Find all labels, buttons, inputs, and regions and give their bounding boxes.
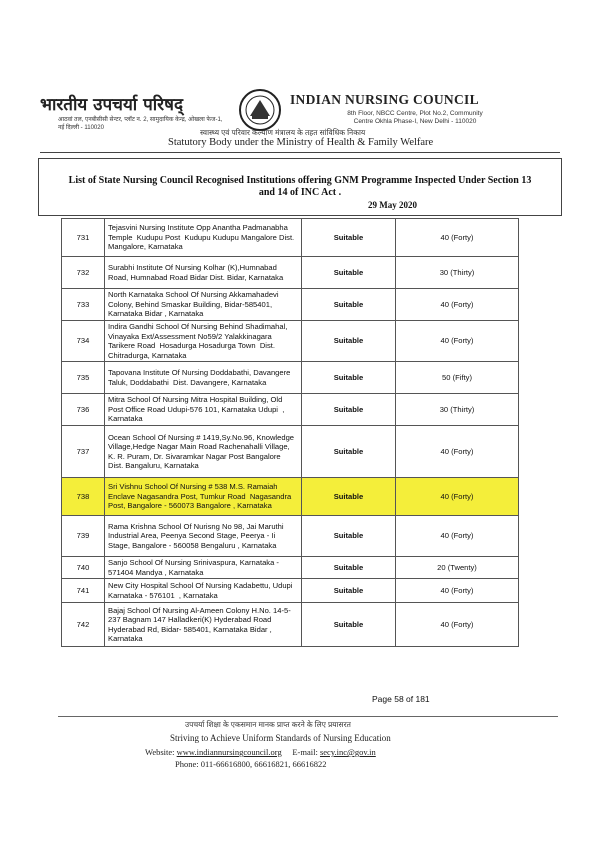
- cell-status: Suitable: [302, 257, 396, 289]
- cell-sno: 734: [62, 321, 105, 362]
- cell-status: Suitable: [302, 219, 396, 257]
- email-label: E-mail:: [292, 747, 318, 757]
- table-row: [62, 321, 519, 362]
- statutory-line: Statutory Body under the Ministry of Health & Family Welfare: [168, 137, 434, 148]
- cell-sno: 733: [62, 289, 105, 321]
- header-divider: [40, 152, 560, 153]
- page-number: Page 58 of 181: [372, 694, 430, 704]
- cell-name: Rama Krishna School Of Nurisng No 98, Jai Maruthi Industrial Area, Peenya Second Stage, Peerya - Ii Stage, Bangalore - 560058 Bengaluru , Karnataka: [105, 516, 302, 557]
- table-row: [62, 579, 519, 603]
- cell-sno: 737: [62, 426, 105, 478]
- cell-sno: 735: [62, 362, 105, 394]
- cell-seats: 40 (Forty): [396, 289, 519, 321]
- table-row: [62, 394, 519, 426]
- cell-name: Sanjo School Of Nursing Srinivaspura, Karnataka - 571404 Mandya , Karnataka: [105, 557, 302, 579]
- footer-motto: Striving to Achieve Uniform Standards of Nursing Education: [170, 733, 391, 743]
- cell-status: Suitable: [302, 394, 396, 426]
- cell-name: Tejasvini Nursing Institute Opp Anantha Padmanabha Temple Kudupu Post Kudupu Kudupu Mangalore Dist. Mangalore, Karnataka: [105, 219, 302, 257]
- cell-seats: 20 (Twenty): [396, 557, 519, 579]
- cell-seats: 30 (Thirty): [396, 394, 519, 426]
- cell-sno: 741: [62, 579, 105, 603]
- cell-status: Suitable: [302, 557, 396, 579]
- cell-sno: 732: [62, 257, 105, 289]
- cell-sno: 740: [62, 557, 105, 579]
- cell-status: Suitable: [302, 478, 396, 516]
- cell-name: Mitra School Of Nursing Mitra Hospital Building, Old Post Office Road Udupi-576 101, Karnataka Udupi , Karnataka: [105, 394, 302, 426]
- cell-sno: 742: [62, 603, 105, 647]
- cell-seats: 40 (Forty): [396, 426, 519, 478]
- org-address: 8th Floor, NBCC Centre, Plot No.2, Community Centre Okhla Phase-I, New Delhi - 110020: [347, 110, 483, 125]
- hindi-org-title: भारतीय उपचर्या परिषद्: [40, 95, 183, 115]
- table-row: [62, 257, 519, 289]
- org-name: INDIAN NURSING COUNCIL: [290, 92, 479, 107]
- hindi-address: आठवां तल, एनबीसीसी सेन्टर, प्लॉट न. 2, सामुदायिक केन्द्र, ओखला फेज-1, नई दिल्ली - 110020: [58, 117, 223, 131]
- website-link[interactable]: www.indiannursingcouncil.org: [176, 747, 282, 757]
- cell-name: Tapovana Institute Of Nursing Doddabathi, Davangere Taluk, Doddabathi Dist. Davangere, Karnataka: [105, 362, 302, 394]
- table-row: [62, 362, 519, 394]
- cell-sno: 739: [62, 516, 105, 557]
- table-row: [62, 426, 519, 478]
- cell-status: Suitable: [302, 289, 396, 321]
- email-link[interactable]: secy.inc@gov.in: [319, 747, 376, 757]
- cell-sno: 738: [62, 478, 105, 516]
- cell-seats: 40 (Forty): [396, 478, 519, 516]
- cell-name: Indira Gandhi School Of Nursing Behind Shadimahal, Vinayaka Ext/Assessment No59/2 Yalakkinagara Tarikere Road Hosadurga Hosadurga Town Dist. Chitradurga, Karnataka: [105, 321, 302, 362]
- hindi-ministry: स्वास्थ्य एवं परिवार कल्याण मंत्रालय के तहत सांविधिक निकाय: [200, 128, 366, 137]
- table-row: [62, 478, 519, 516]
- footer-divider: [58, 716, 558, 717]
- cell-seats: 40 (Forty): [396, 603, 519, 647]
- cell-status: Suitable: [302, 603, 396, 647]
- cell-sno: 731: [62, 219, 105, 257]
- document-date: 29 May 2020: [368, 200, 417, 210]
- cell-seats: 30 (Thirty): [396, 257, 519, 289]
- cell-status: Suitable: [302, 516, 396, 557]
- table-row: [62, 603, 519, 647]
- cell-seats: 40 (Forty): [396, 516, 519, 557]
- institutions-table: [61, 218, 519, 647]
- website-label: Website:: [145, 747, 175, 757]
- cell-seats: 40 (Forty): [396, 321, 519, 362]
- cell-name: Bajaj School Of Nursing Al-Ameen Colony H.No. 14-5-237 Bagnam 147 Halladkeri(K) Hyderabad Road Hyderabad Rd, Bidar- 585401, Karnataka Bidar , Karnataka: [105, 603, 302, 647]
- cell-sno: 736: [62, 394, 105, 426]
- footer-phone: Phone: 011-66616800, 66616821, 66616822: [175, 759, 327, 769]
- table-row: [62, 219, 519, 257]
- cell-seats: 40 (Forty): [396, 579, 519, 603]
- cell-seats: 40 (Forty): [396, 219, 519, 257]
- document-title: List of State Nursing Council Recognised Institutions offering GNM Programme Inspected Under Section 13 and 14 of INC Act .: [68, 175, 532, 198]
- cell-status: Suitable: [302, 426, 396, 478]
- footer-contact: [145, 747, 376, 757]
- cell-status: Suitable: [302, 321, 396, 362]
- cell-status: Suitable: [302, 579, 396, 603]
- table-row: [62, 557, 519, 579]
- cell-seats: 50 (Fifty): [396, 362, 519, 394]
- table-row: [62, 516, 519, 557]
- cell-name: North Karnataka School Of Nursing Akkamahadevi Colony, Behind Smaskar Building, Bidar-585401, Karnataka Bidar , Karnataka: [105, 289, 302, 321]
- footer-hindi-motto: उपचर्या शिक्षा के एकसमान मानक प्राप्त करने के लिए प्रयासरत: [185, 720, 351, 729]
- inc-emblem-icon: [238, 88, 282, 132]
- cell-name: Ocean School Of Nursing # 1419,Sy.No.96, Knowledge Village,Hedge Nagar Main Road Rachenahalli Village, K. R. Puram, Dr. Sivaramkar Nagar Post Bangalore Dist. Bangaluru, Karnataka: [105, 426, 302, 478]
- table-row: [62, 289, 519, 321]
- cell-name: Surabhi Institute Of Nursing Kolhar (K),Humnabad Road, Humnabad Road Bidar Dist. Bidar, Karnataka: [105, 257, 302, 289]
- cell-status: Suitable: [302, 362, 396, 394]
- cell-name: Sri Vishnu School Of Nursing # 538 M.S. Ramaiah Enclave Nagasandra Post, Tumkur Road Nagasandra Post, Bangalore - 560073 Bangalore , Karnataka: [105, 478, 302, 516]
- cell-name: New City Hospital School Of Nursing Kadabettu, Udupi Karnataka - 576101 , Karnataka: [105, 579, 302, 603]
